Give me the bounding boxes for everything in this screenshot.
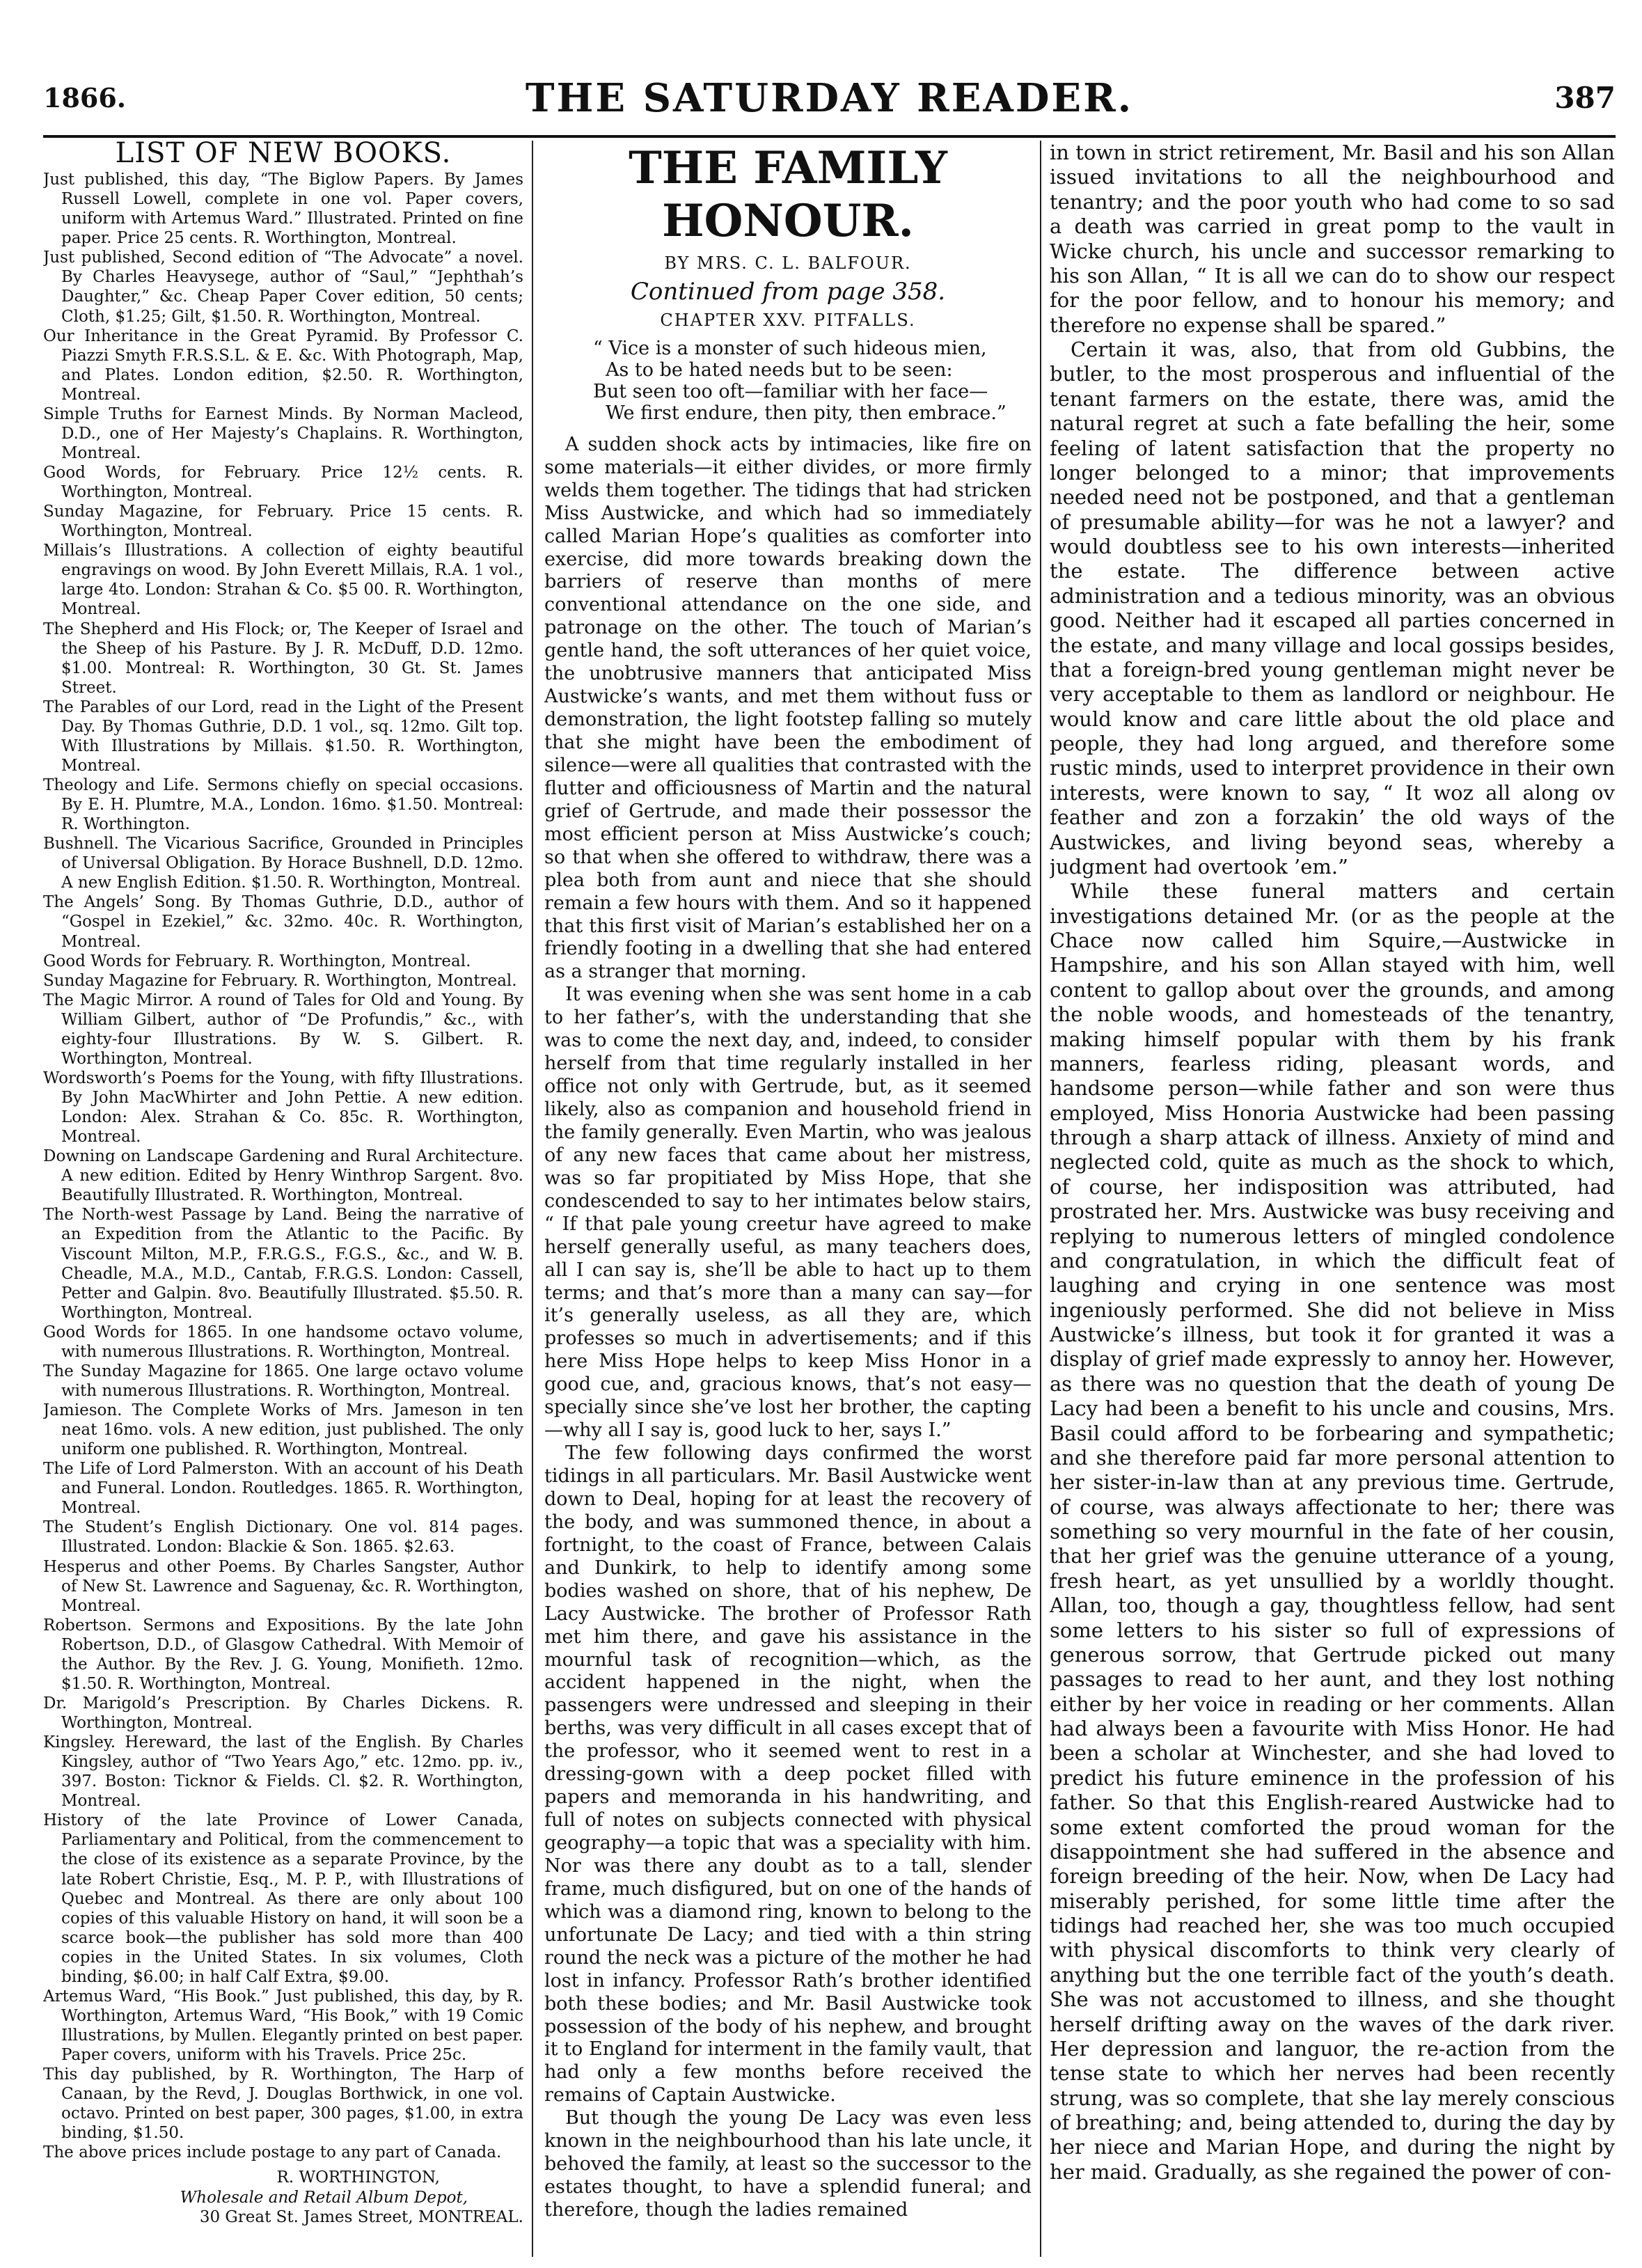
- book-entry: Just published, Second edition of “The Advocate” a novel. By Charles Heavysege, author of “Saul,” “Jephthah’s Daughter,” &c. Cheap Paper Cover edition, 50 cents; Cloth, $1.25; Gilt, $1.50. R. Worthington, Montreal.: [43, 249, 523, 326]
- book-entry: Sunday Magazine for February. R. Worthington, Montreal.: [43, 971, 517, 990]
- chapter-heading: CHAPTER XXV. PITFALLS.: [660, 310, 916, 330]
- book-entry: Dr. Marigold’s Prescription. By Charles Dickens. R. Worthington, Montreal.: [43, 1694, 523, 1732]
- continued-note: Continued from page 358.: [630, 277, 946, 306]
- book-entry: Good Words, for February. Price 12½ cents. R. Worthington, Montreal.: [43, 464, 523, 502]
- book-entry: History of the late Province of Lower Canada, Parliamentary and Political, from the commencement to the close of its existence as a separate Province, by the late Robert Christie, Esq., M. P. P., with Illustrations of Quebec and Montreal. As there are only about 100 copies of this valuable History on hand, it will soon be a scarce book—the publisher has sold more than 400 copies in the United States. In six volumes, Cloth binding, $6.00; in half Calf Extra, $9.00.: [43, 1811, 523, 1986]
- header-year: 1866.: [43, 82, 126, 113]
- book-entry: The Parables of our Lord, read in the Light of the Present Day. By Thomas Guthrie, D.D. 1 vol., sq. 12mo. Gilt top. With Illustrations by Millais. $1.50. R. Worthington, Montreal.: [43, 698, 523, 775]
- book-entry: This day published, by R. Worthington, The Harp of Canaan, by the Revd, J. Douglas Borthwick, in one vol. octavo. Printed on best paper, 300 pages, $1.00, in extra binding, $1.50.: [43, 2065, 523, 2143]
- book-entry: Millais’s Illustrations. A collection of eighty beautiful engravings on wood. By John Everett Millais, R.A. 1 vol., large 4to. London: Strahan & Co. $5 00. R. Worthington, Montreal.: [43, 542, 523, 619]
- book-entry: Good Words for February. R. Worthington, Montreal.: [43, 952, 471, 970]
- book-entry: The Magic Mirror. A round of Tales for Old and Young. By William Gilbert, author of “De Profundis,” &c., with eighty-four Illustrations. By W. S. Gilbert. R. Worthington, Montreal.: [43, 991, 523, 1068]
- book-entry: The North-west Passage by Land. Being the narrative of an Expedition from the Atlantic to the Pacific. By Viscount Milton, M.P., F.R.G.S., F.G.S., &c., and W. B. Cheadle, M.A., M.D., Cantab, F.R.G.S. London: Cassell, Petter and Galpin. 8vo. Beautifully Illustrated. $5.50. R. Worthington, Montreal.: [43, 1206, 523, 1322]
- story-paragraph: The few following days confirmed the worst tidings in all particulars. Mr. Basil Austwicke went down to Deal, hoping for at least the recovery of the body, and was summoned thence, in about a fortnight, to the coast of France, between Calais and Dunkirk, to help to identify among some bodies washed on shore, that of his nephew, De Lacy Austwicke. The brother of Professor Rath met him there, and gave his assistance in the mournful task of recognition—which, as the accident happened in the night, when the passengers were undressed and sleeping in their berths, was very difficult in all cases except that of the professor, who it seemed went to rest in a dressing-gown with a deep pocket filled with papers and memoranda in his handwriting, and full of notes on subjects connected with physical geography—a topic that was a speciality with him. Nor was there any doubt as to a tall, slender frame, much disfigured, but on one of the hands of which was a diamond ring, known to belong to the unfortunate De Lacy; and tied with a thin string round the neck was a picture of the mother he had lost in infancy. Professor Rath’s brother identified both these bodies; and Mr. Basil Austwicke took possession of the body of his nephew, and brought it to England for interment in the family vault, that had only a few months before received the remains of Captain Austwicke.: [544, 1442, 1032, 2106]
- story-byline: BY MRS. C. L. BALFOUR.: [664, 253, 912, 273]
- book-entry: The Student’s English Dictionary. One vol. 814 pages. Illustrated. London: Blackie & Son. 1865. $2.63.: [43, 1518, 523, 1557]
- book-entry: Just published, this day, “The Biglow Papers. By James Russell Lowell, complete in one vol. Paper covers, uniform with Artemus Ward.” Illustrated. Printed on fine paper. Price 25 cents. R. Worthington, Montreal.: [43, 171, 523, 248]
- story-paragraph: A sudden shock acts by intimacies, like fire on some materials—it either divides, or more firmly welds them together. The tidings that had stricken Miss Austwicke, and which had so immediately called Marian Hope’s qualities as comforter into exercise, did more towards breaking down the barriers of reserve than months of mere conventional attendance on the one side, and patronage on the other. The touch of Marian’s gentle hand, the soft utterances of her quiet voice, the unobtrusive manners that anticipated Miss Austwicke’s wants, and met them without fuss or demonstration, the light footstep falling so mutely that she might have been the embodiment of silence—were all qualities that contrasted with the flutter and officiousness of Martin and the natural grief of Gertrude, and made their possessor the most efficient person at Miss Austwicke’s couch; so that when she offered to withdraw, there was a plea both from aunt and niece that she should remain a few hours with them. And so it happened that this first visit of Marian’s established her on a friendly footing in a dwelling that she had entered as a stranger that morning.: [544, 433, 1032, 983]
- book-entry: Bushnell. The Vicarious Sacrifice, Grounded in Principles of Universal Obligation. By Horace Bushnell, D.D. 12mo. A new English Edition. $1.50. R. Worthington, Montreal.: [43, 835, 523, 892]
- book-entry: Good Words for 1865. In one handsome octavo volume, with numerous Illustrations. R. Worthington, Montreal.: [43, 1323, 523, 1361]
- masthead-title: THE SATURDAY READER.: [525, 75, 1134, 121]
- epigraph-line: As to be hated needs but to be seen:: [606, 359, 953, 381]
- story-paragraph: in town in strict retirement, Mr. Basil and his son Allan issued invitations to all the neighbourhood and tenantry; and the poor youth who had come to so sad a death was carried in great pomp to the vault in Wicke church, his uncle and successor remarking to his son Allan, “ It is all we can do to show our respect for the poor fellow, and to honour his memory; and therefore no expense shall be spared.”: [1050, 141, 1615, 337]
- story-text-1: [544, 434, 1032, 2222]
- story-column-1: [544, 141, 1032, 2257]
- books-column: [43, 141, 523, 2257]
- story-paragraph: But though the young De Lacy was even less known in the neighbourhood than his late uncle, it behoved the family, at least so the successor to the estates thought, to have a splendid funeral; and therefore, though the ladies remained: [544, 2107, 1032, 2221]
- publisher-block: [43, 2168, 523, 2226]
- page-header: [43, 75, 1616, 131]
- publisher-line1: Wholesale and Retail Album Depot,: [180, 2188, 468, 2207]
- story-title: THE FAMILY HONOUR.: [629, 142, 947, 247]
- book-entry: The Life of Lord Palmerston. With an account of his Death and Funeral. London. Routledges. 1865. R. Worthington, Montreal.: [43, 1460, 523, 1518]
- epigraph-line: But seen too oft—familiar with her face—: [593, 380, 988, 402]
- book-entry: Downing on Landscape Gardening and Rural Architecture. A new edition. Edited by Henry Winthrop Sargent. 8vo. Beautifully Illustrated. R. Worthington, Montreal.: [43, 1147, 523, 1205]
- book-entry: Our Inheritance in the Great Pyramid. By Professor C. Piazzi Smyth F.R.S.S.L. & E. &c. With Photograph, Map, and Plates. London edition, $2.50. R. Worthington, Montreal.: [43, 326, 523, 404]
- publisher-name: R. WORTHINGTON,: [276, 2168, 440, 2187]
- story-paragraph: Certain it was, also, that from old Gubbins, the butler, to the most prosperous and influential of the tenant farmers on the estate, there was, amid the natural regret at such a fate befalling the heir, some feeling of latent satisfaction that the property no longer belonged to a minor; that improvements needed need not be postponed, and that a gentleman of presumable ability—for was he not a lawyer? and would doubtless see to his own interests—inherited the estate. The difference between active administration and a tedious minority, was an obvious good. Neither had it escaped all parties concerned in the estate, and many village and local gossips besides, that a foreign-bred young gentleman might never be very acceptable to them as landlord or neighbour. He would know and care little about the old place and people, they had long argued, and therefore some rustic minds, used to interpret providence in their own interests, were known to say, “ It woz all along ov feather and zon a forzakin’ the old ways of the Austwickes, and living beyond seas, whereby a judgment had overtook ’em.”: [1050, 338, 1615, 879]
- epigraph-line: We first endure, then pity, then embrace.”: [606, 402, 1006, 424]
- story-column-2: [1050, 141, 1615, 2257]
- book-entry: Robertson. Sermons and Expositions. By the late John Robertson, D.D., of Glasgow Cathedral. With Memoir of the Author. By the Rev. J. G. Young, Monifieth. 12mo. $1.50. R. Worthington, Montreal.: [43, 1616, 523, 1693]
- story-text-2: [1050, 141, 1615, 2184]
- book-entry: Jamieson. The Complete Works of Mrs. Jameson in ten neat 16mo. vols. A new edition, just published. The only uniform one published. R. Worthington, Montreal.: [43, 1401, 523, 1459]
- book-entry: Simple Truths for Earnest Minds. By Norman Macleod, D.D., one of Her Majesty’s Chaplains. R. Worthington, Montreal.: [43, 404, 523, 462]
- book-entry: The Angels’ Song. By Thomas Guthrie, D.D., author of “Gospel in Ezekiel,” &c. 32mo. 40c. R. Worthington, Montreal.: [43, 893, 523, 951]
- book-entry: The Sunday Magazine for 1865. One large octavo volume with numerous Illustrations. R. Worthington, Montreal.: [43, 1362, 523, 1400]
- book-entry: Wordsworth’s Poems for the Young, with fifty Illustrations. By John MacWhirter and John Pettie. A new edition. London: Alex. Strahan & Co. 85c. R. Worthington, Montreal.: [43, 1069, 523, 1147]
- book-entry: Hesperus and other Poems. By Charles Sangster, Author of New St. Lawrence and Saguenay, &c. R. Worthington, Montreal.: [43, 1557, 523, 1615]
- book-entry: Sunday Magazine, for February. Price 15 cents. R. Worthington, Montreal.: [43, 503, 523, 541]
- header-rule: [43, 135, 1616, 138]
- page-number: 387: [1554, 81, 1616, 115]
- story-paragraph: While these funeral matters and certain investigations detained Mr. (or as the people at the Chace now called him Squire,—Austwicke in Hampshire, and his son Allan stayed with him, well content to gallop about over the grounds, and among the noble woods, and homesteads of the tenantry, making himself popular with them by his frank manners, fearless riding, pleasant words, and handsome person—while father and son were thus employed, Miss Honoria Austwicke had been passing through a sharp attack of illness. Anxiety of mind and neglected cold, quite as much as the shock to which, of course, her indisposition was attributed, had prostrated her. Mrs. Austwicke was busy receiving and replying to numerous letters of mingled condolence and congratulation, in which the difficult feat of laughing and crying in one sentence was most ingeniously performed. She did not believe in Miss Austwicke’s illness, but took it for granted it was a display of grief made expressly to annoy her. However, as there was no question that the death of young De Lacy had been a benefit to his uncle and cousins, Mrs. Basil could afford to be forbearing and sympathetic; and she therefore paid far more personal attention to her sister-in-law than at any previous time. Gertrude, of course, was always affectionate to her; there was something so very mournful in the fate of her cousin, that her grief was the genuine utterance of a young, fresh heart, as yet unsullied by a worldly thought. Allan, too, though a gay, thoughtless fellow, had sent some letters to his sister so full of expressions of generous sorrow, that Gertrude picked out many passages to read to her aunt, and they lost nothing either by her voice in reading or her comments. Allan had always been a favourite with Miss Honor. He had been a scholar at Winchester, and she had loved to predict his future eminence in the profession of his father. So that this English-reared Austwicke had to some extent comforted the proud woman for the disappointment she had suffered in the absence and foreign breeding of the heir. Now, when De Lacy had miserably perished, for some little time after the tidings had reached her, she was too much occupied with physical discomforts to think very clearly of anything but the one terrible fact of the youth’s death. She was not accustomed to illness, and she thought herself drifting away on the waves of the dark river. Her depression and languor, the re-action from the tense state to which her nerves had been recently strung, was so complete, that she lay merely conscious of breathing; and, being attended to, during the day by her niece and Marian Hope, and during the night by her maid. Gradually, as she regained the power of con-: [1050, 879, 1615, 2184]
- epigraph-line: “ Vice is a monster of such hideous mien,: [593, 337, 987, 359]
- book-entry: The Shepherd and His Flock; or, The Keeper of Israel and the Sheep of his Pasture. By J. R. McDuff, D.D. 12mo. $1.00. Montreal: R. Worthington, 30 Gt. St. James Street.: [43, 620, 523, 697]
- books-heading: LIST OF NEW BOOKS.: [115, 141, 452, 169]
- column-divider: [1040, 141, 1041, 2257]
- publisher-line2: 30 Great St. James Street, MONTREAL.: [199, 2207, 523, 2226]
- book-entry: The above prices include postage to any part of Canada.: [43, 2143, 502, 2162]
- story-paragraph: It was evening when she was sent home in a cab to her father’s, with the understanding that she was to come the next day, and, indeed, to consider herself from that time regularly installed in her office not only with Gertrude, but, as it seemed likely, also as companion and household friend in the family generally. Even Martin, who was jealous of any new faces that came about her mistress, was so far propitiated by Miss Hope, that she condescended to say to her intimates below stairs, “ If that pale young creetur have agreed to make herself generally useful, as many teachers does, all I can say is, she’ll be able to hact up to them terms; and that’s more than a many can say—for it’s generally useless, as all they are, which professes so much in advertisements; and if this here Miss Hope helps to keep Miss Honor in a good cue, and, gracious knows, that’s not easy—specially since she’ve lost her brother, the capting—why all I say is, good luck to her, says I.”: [544, 984, 1032, 1442]
- book-entry: Theology and Life. Sermons chiefly on special occasions. By E. H. Plumtre, M.A., London. 16mo. $1.50. Montreal: R. Worthington.: [43, 776, 523, 834]
- column-divider: [532, 141, 533, 2257]
- epigraph: [593, 338, 1032, 424]
- book-entry: Artemus Ward, “His Book.” Just published, this day, by R. Worthington, Artemus Ward, “His Book,” with 19 Comic Illustrations, by Mullen. Elegantly printed on best paper. Paper covers, uniform with his Travels. Price 25c.: [43, 1987, 523, 2065]
- book-entry: Kingsley. Hereward, the last of the English. By Charles Kingsley, author of “Two Years Ago,” etc. 12mo. pp. iv., 397. Boston: Ticknor & Fields. Cl. $2. R. Worthington, Montreal.: [43, 1733, 523, 1811]
- book-list: [43, 170, 523, 2162]
